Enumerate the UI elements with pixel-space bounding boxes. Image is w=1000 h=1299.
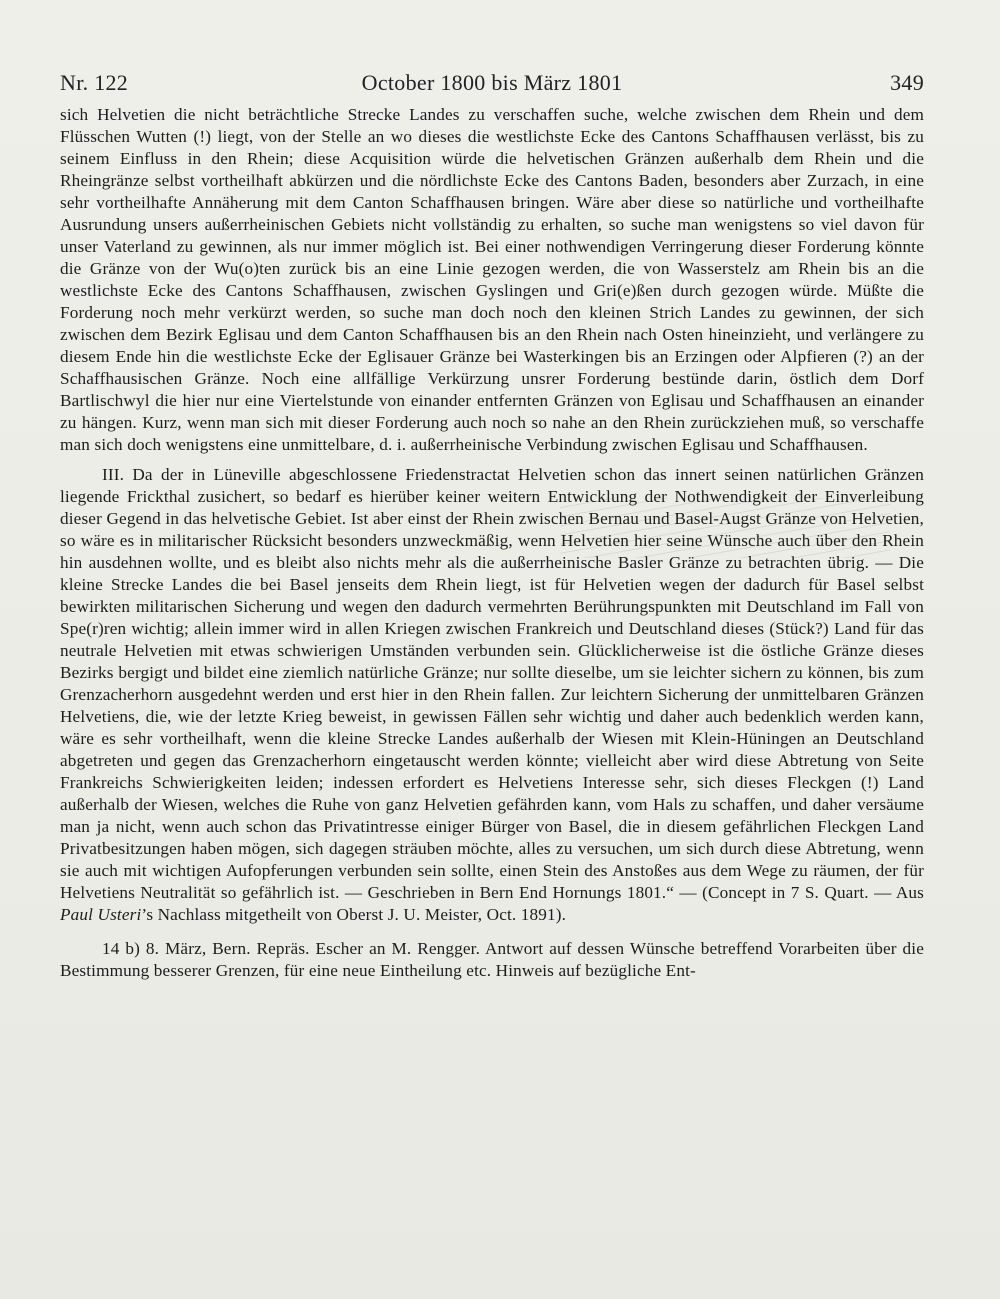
page-number: 349	[890, 70, 924, 95]
paragraph-section-iii-tail: ’s Nachlass mitgetheilt von Oberst J. U. Meister, Oct. 1891).	[141, 905, 567, 924]
paragraph-section-iii-text: III. Da der in Lüneville abgeschlossene Friedenstractat Helvetien schon das innert seinen natürlichen Gränzen liegende Frickthal zusichert, so bedarf es hierüber keiner weitern Entwicklung der Nothwendigkeit der Einverleibung dieser Gegend in das helvetische Gebiet. Ist aber einst der Rhein zwischen Bernau und Basel-Augst Gränze von Helvetien, so wäre es in militarischer Rücksicht besonders unzweckmäßig, wenn Helvetien hier seine Wünsche auch über den Rhein hin ausdehnen wollte, und es bleibt also nichts mehr als die außerrheinische Basler Gränze zu betrachten übrig. — Die kleine Strecke Landes die bei Basel jenseits dem Rhein liegt, ist für Helvetien wegen der dadurch für Basel selbst bewirkten militarischen Sicherung und wegen den dadurch vermehrten Berührungspunkten mit Deutschland im Fall von Spe(r)ren wichtig; allein immer wird in allen Kriegen zwischen Frankreich und Deutschland dieses (Stück?) Land für das neutrale Helvetien mit etwas schwierigen Umständen verbunden sein. Glücklicherweise ist die östliche Gränze dieses Bezirks bergigt und bildet eine ziemlich natürliche Gränze; nur sollte dieselbe, um sie leichter sichern zu können, bis zum Grenzacherhorn ausgedehnt werden und erst hier in den Rhein fallen. Zur leichtern Sicherung der unmittelbaren Gränzen Helvetiens, die, wie der letzte Krieg beweist, in gewissen Fällen sehr wichtig und daher auch bedenklich werden kann, wäre es sehr vortheilhaft, wenn die kleine Strecke Landes außerhalb der Wiesen mit Klein-Hüningen an Deutschland abgetreten und gegen das Grenzacherhorn eingetauscht werden könnte; vielleicht aber wird diese Abtretung von Seite Frankreichs Schwierigkeiten leiden; indessen erfordert es Helvetiens Interesse sehr, sich dieses Fleckgen (!) Land außerhalb der Wiesen, welches die Ruhe von ganz Helvetien gefährden kann, vom Hals zu schaffen, und daher versäume man ja nicht, wenn auch schon das Privatintresse einiger Bürger von Basel, die in diesem gefährlichen Fleckgen Land Privatbesitzungen haben mögen, sich dagegen sträuben möchte, alles zu versuchen, um sich durch diese Abtretung, wenn sie auch mit wichtigen Aufopferungen verbunden sein sollte, einen Stein des Anstoßes aus dem Wege zu räumen, der für Helvetiens Neutralität so gefährlich ist. — Geschrieben in Bern End Hornungs 1801.“ — (Concept in 7 S. Quart. — Aus	[60, 465, 924, 902]
paragraph-continuation: sich Helvetien die nicht beträchtliche Strecke Landes zu verschaffen suche, welche zwischen dem Rhein und dem Flüsschen Wutten (!) liegt, von der Stelle an wo dieses die westlichste Ecke des Cantons Schaffhausen verlässt, bis zu seinem Einfluss in den Rhein; diese Acquisition würde die helvetischen Gränzen außerhalb dem Rhein und die Rheingränze selbst vortheilhaft abkürzen und die nördlichste Ecke des Cantons Baden, besonders aber Zurzach, in eine sehr vortheilhafte Annäherung mit dem Canton Schaffhausen bringen. Wäre aber diese so natürliche und vortheilhafte Ausrundung unsers außerrheinischen Gebiets nicht vollständig zu erhalten, so suche man wenigstens so viel davon für unser Vaterland zu gewinnen, als nur immer möglich ist. Bei einer nothwendigen Verringerung dieser Forderung könnte die Gränze von der Wu(o)ten zurück bis an eine Linie gezogen werden, die von Wasserstelz am Rhein bis an die westlichste Ecke des Cantons Schaffhausen, zwischen Gyslingen und Gri(e)ßen durch gezogen würde. Müßte die Forderung noch mehr verkürzt werden, so suche man doch noch den kleinen Strich Landes zu gewinnen, der sich zwischen dem Bezirk Eglisau und dem Canton Schaffhausen bis an den Rhein nach Osten hineinzieht, und verlängere zu diesem Ende hin die westlichste Ecke der Eglisauer Gränze bei Wasterkingen bis an Erzingen oder Alpfieren (?) an der Schaffhausischen Gränze. Noch eine allfällige Verkürzung unsrer Forderung bestünde darin, östlich dem Dorf Bartlischwyl die hier nur eine Viertelstunde von einander entfernten Gränzen von Eglisau und Schaffhausen an einander zu hängen. Kurz, wenn man sich mit dieser Forderung auch noch so nahe an den Rhein zurückziehen muß, so verschaffe man sich doch wenigstens eine unmittelbare, d. i. außerrheinische Verbindung zwischen Eglisau und Schaffhausen.	[60, 105, 924, 454]
running-title: October 1800 bis März 1801	[361, 70, 623, 95]
document-number: Nr. 122	[60, 70, 129, 95]
paragraph-section-iii	[60, 464, 924, 926]
author-name: Paul Usteri	[60, 905, 142, 924]
body-text	[60, 104, 924, 982]
page-header	[60, 70, 924, 100]
entry-14b: 14 b) 8. März, Bern. Repräs. Escher an M. Rengger. Antwort auf dessen Wünsche betreffend Vorarbeiten über die Bestimmung besserer Grenzen, für eine neue Eintheilung etc. Hinweis auf bezügliche Ent-	[60, 939, 924, 980]
